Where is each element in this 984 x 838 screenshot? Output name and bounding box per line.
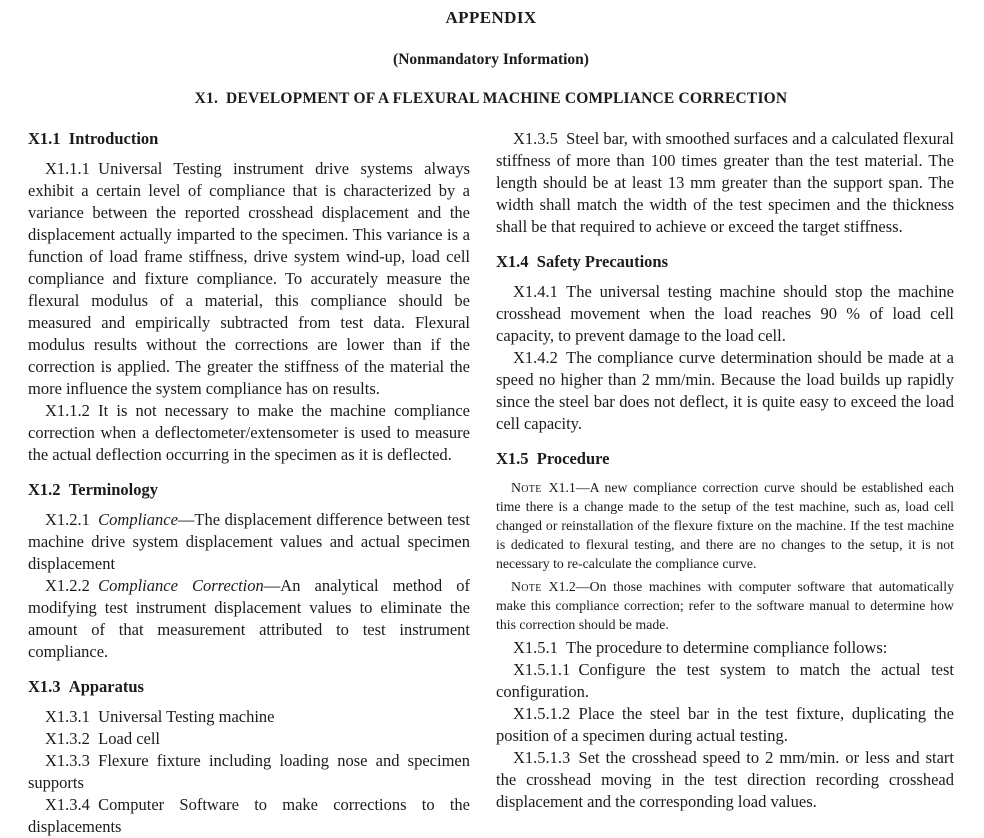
para-x1-5-1-3: X1.5.1.3 Set the crosshead speed to 2 mm/min. or less and start the crosshead moving in the test direction recording crosshead displacement and the corresponding load values. <box>496 748 954 811</box>
note-x1-1-text: X1.1—A new compliance correction curve should be established each time there is a change made to the setup of the test machine, such as, load cell changed or reinstallation of the flexure fixture on the machine. If the test machine is dedicated to flexural testing, and there are no changes to the setup, it is not necessary to re-calculate the compliance curve. <box>496 480 954 571</box>
para-x1-3-2: X1.3.2 Load cell <box>45 729 161 748</box>
para-x1-1-1: X1.1.1 Universal Testing instrument drive systems always exhibit a certain level of compliance that is characterized by a variance between the reported crosshead displacement and the displacement actually imparted to the specimen. This variance is a function of load frame stiffness, drive system wind-up, load cell compliance and fixture compliance. To accurately measure the flexural modulus of a material, this compliance should be measured and empirically subtracted from test data. Flexural modulus results without the corrections are lower than if the correction is applied. The greater the stiffness of the material the more influence the system compliance has on results. <box>28 159 470 398</box>
para-x1-3-5: X1.3.5 Steel bar, with smoothed surfaces and a calculated flexural stiffness of more than 100 times greater than the test material. The length should be at least 13 mm greater than the support span. The width shall match the width of the test specimen and the thickness shall be that required to achieve or exceed the target stiffness. <box>496 129 954 236</box>
right-column <box>496 128 954 838</box>
term-compliance: Compliance <box>98 510 178 529</box>
section-x1-4-heading: X1.4 Safety Precautions <box>496 252 669 271</box>
note-x1-2 <box>496 577 954 634</box>
para-x1-5-1-2: X1.5.1.2 Place the steel bar in the test fixture, duplicating the position of a specimen during actual testing. <box>496 704 954 745</box>
para-x1-4-1: X1.4.1 The universal testing machine should stop the machine crosshead movement when the load reaches 90 % of load cell capacity, to prevent damage to the load cell. <box>496 282 954 345</box>
note-x1-1 <box>496 478 954 573</box>
para-x1-1-2: X1.1.2 It is not necessary to make the machine compliance correction when a deflectometer/extensometer is used to measure the actual deflection occurring in the specimen as it is deflected. <box>28 401 470 464</box>
para-x1-2-1-number: X1.2.1 <box>45 510 99 529</box>
para-x1-2-2 <box>28 575 470 663</box>
term-compliance-correction: Compliance Correction <box>98 576 264 595</box>
para-x1-3-3: X1.3.3 Flexure fixture including loading nose and specimen supports <box>28 751 470 792</box>
section-x1-2-heading: X1.2 Terminology <box>28 480 159 499</box>
note-x1-2-label: Note <box>511 579 542 594</box>
para-x1-2-1 <box>28 509 470 575</box>
left-column <box>28 128 470 838</box>
para-x1-2-1-text: —The displacement difference between test machine drive system displacement values and actual specimen displacement <box>28 510 470 573</box>
para-x1-2-2-text: —An analytical method of modifying test instrument displacement values to eliminate the amount of that measurement attributed to test instrument compliance. <box>28 576 470 661</box>
chapter-heading: X1. DEVELOPMENT OF A FLEXURAL MACHINE COMPLIANCE CORRECTION <box>194 90 788 107</box>
two-column-body <box>28 128 954 838</box>
appendix-title: APPENDIX <box>445 8 537 27</box>
section-x1-3-heading: X1.3 Apparatus <box>28 677 144 696</box>
para-x1-4-2: X1.4.2 The compliance curve determination should be made at a speed no higher than 2 mm/min. Because the load builds up rapidly since the steel bar does not deflect, it is quite easy to exceed the load cell capacity. <box>496 348 954 433</box>
note-x1-2-text: X1.2—On those machines with computer software that automatically make this compliance correction; refer to the software manual to determine how this correction should be made. <box>496 579 954 632</box>
section-x1-1-heading: X1.1 Introduction <box>28 129 159 148</box>
para-x1-3-4: X1.3.4 Computer Software to make corrections to the displacements <box>28 795 470 836</box>
section-x1-5-heading: X1.5 Procedure <box>496 449 610 468</box>
para-x1-5-1-1: X1.5.1.1 Configure the test system to match the actual test configuration. <box>496 660 954 701</box>
nonmandatory-subtitle: (Nonmandatory Information) <box>393 51 589 68</box>
note-x1-1-label: Note <box>511 480 542 495</box>
para-x1-5-1: X1.5.1 The procedure to determine compliance follows: <box>513 638 888 657</box>
para-x1-2-2-number: X1.2.2 <box>45 576 99 595</box>
para-x1-3-1: X1.3.1 Universal Testing machine <box>45 707 275 726</box>
